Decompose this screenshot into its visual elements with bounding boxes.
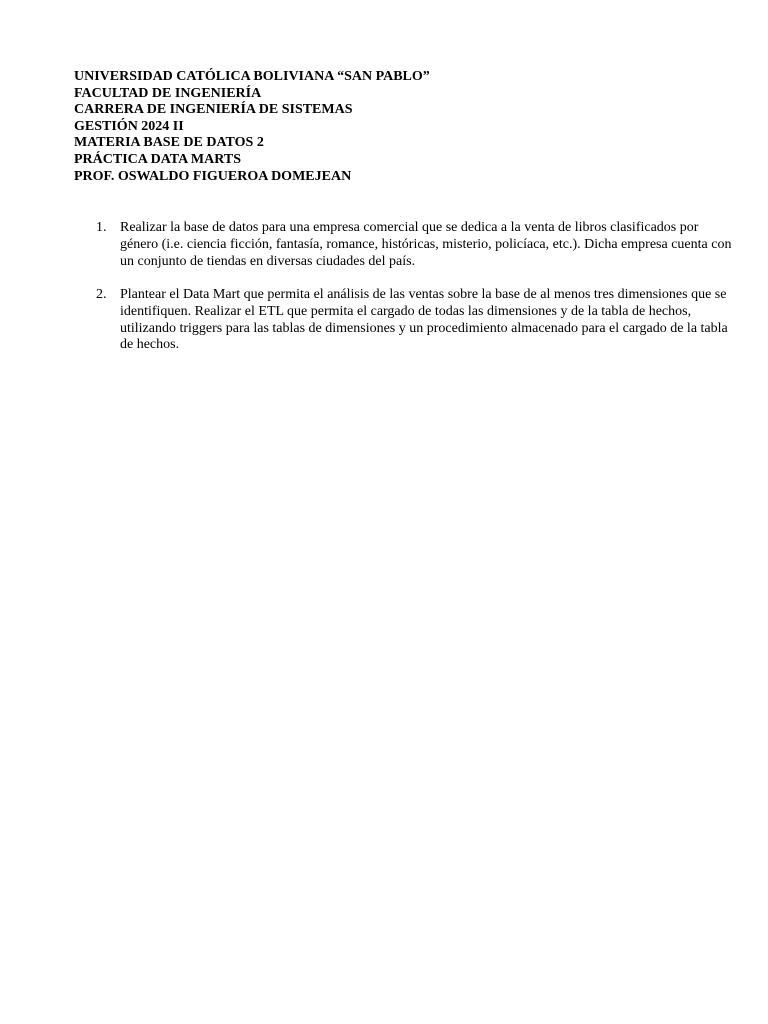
header-professor: PROF. OSWALDO FIGUEROA DOMEJEAN: [74, 168, 352, 184]
header-assignment: PRÁCTICA DATA MARTS: [74, 151, 242, 167]
header-term: GESTIÓN 2024 II: [74, 118, 184, 134]
document-header: [74, 69, 430, 185]
task-number: 1.: [96, 220, 107, 235]
header-career: CARRERA DE INGENIERÍA DE SISTEMAS: [74, 102, 353, 118]
task-text: Realizar la base de datos para una empresa comercial que se dedica a la venta de libros clasificados por género (i.e. ciencia ficción, fantasía, romance, históricas, misterio, policíaca, etc.). Dicha empresa cuenta con un conjunto de tiendas en diversas ciudades del país.: [120, 220, 732, 269]
task-item: [74, 287, 739, 354]
task-list: [74, 220, 739, 371]
task-number: 2.: [96, 286, 107, 302]
header-faculty: FACULTAD DE INGENIERÍA: [74, 85, 262, 101]
header-course: MATERIA BASE DE DATOS 2: [74, 135, 264, 151]
task-item: [74, 220, 739, 270]
header-university: UNIVERSIDAD CATÓLICA BOLIVIANA “SAN PABLO”: [74, 69, 430, 84]
task-text: Plantear el Data Mart que permita el análisis de las ventas sobre la base de al menos tres dimensiones que se identifiquen. Realizar el ETL que permita el cargado de todas las dimensiones y de la tabla de hechos, utilizando triggers para las tablas de dimensiones y un procedimiento almacenado para el cargado de la tabla de hechos.: [120, 286, 728, 353]
